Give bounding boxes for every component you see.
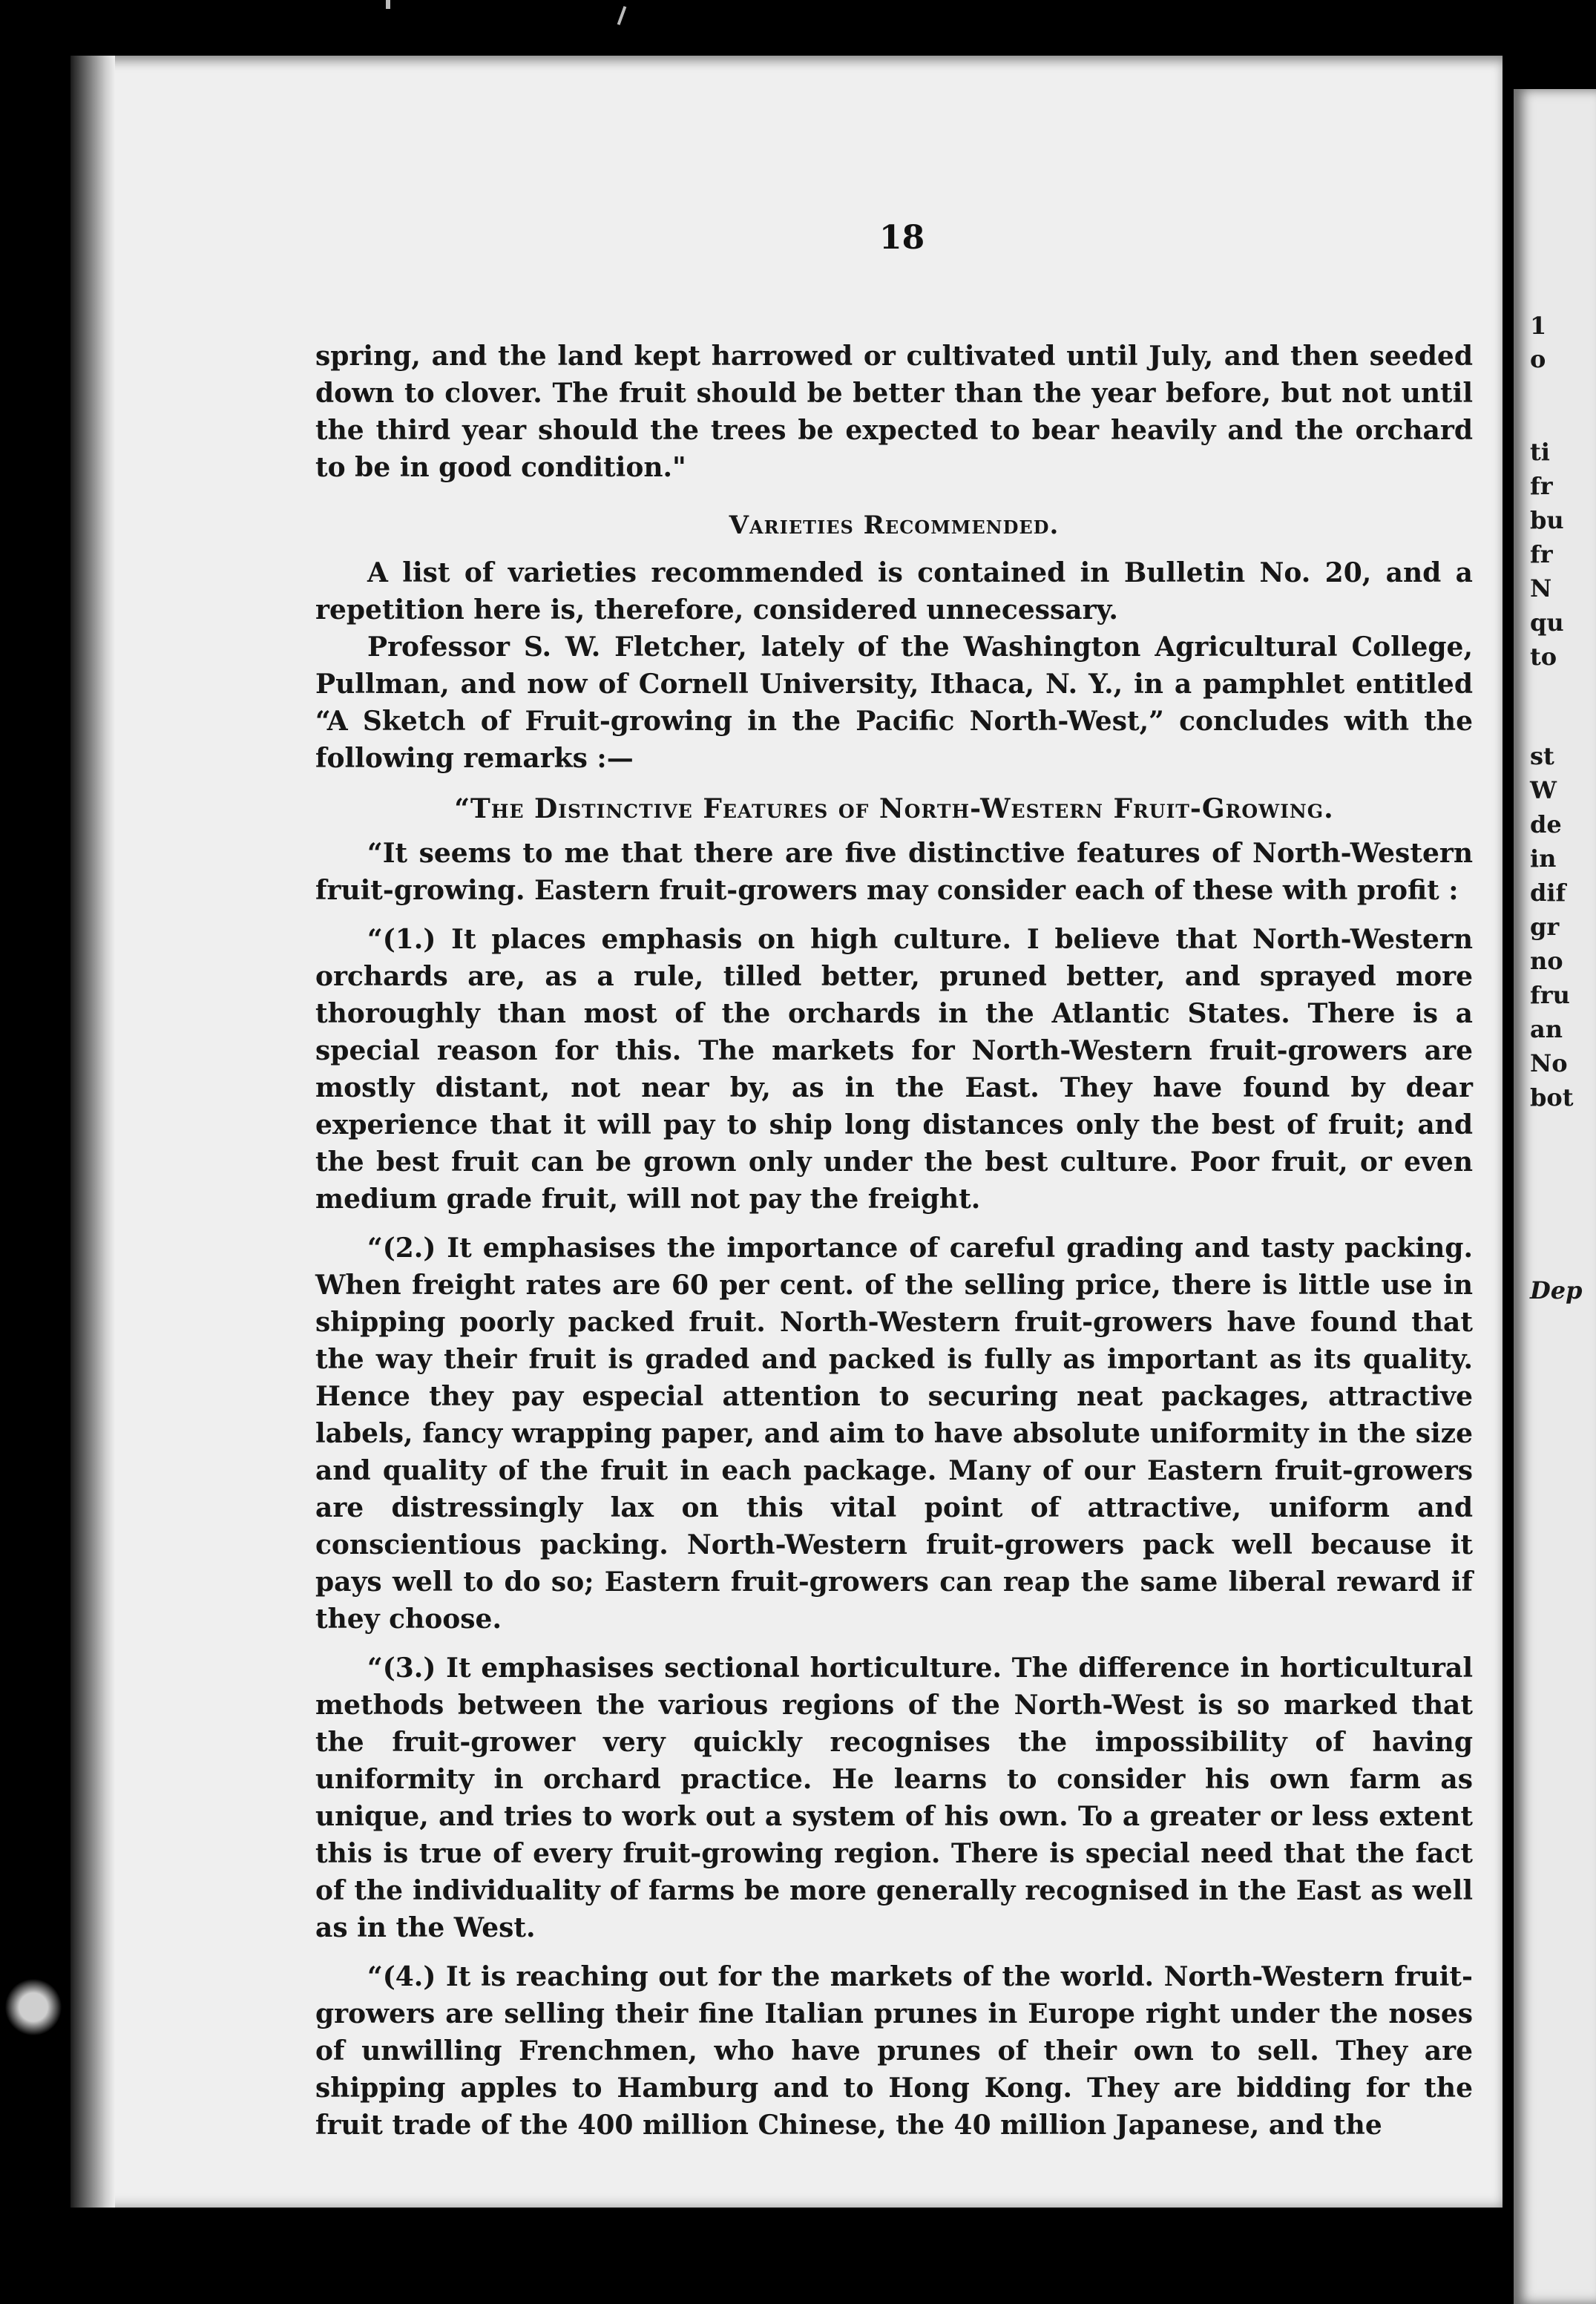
- facing-page-fragment: N: [1530, 574, 1552, 603]
- facing-page-fragment: No: [1530, 1049, 1568, 1077]
- scan-speck: [386, 0, 390, 9]
- paragraph-feature-1: “(1.) It places emphasis on high culture. I believe that North-Western orchards are, as a rule, tilled better, pruned better, and sprayed more thoroughly than most of the orchards in the Atlantic States. There is a special reason for this. The markets for North-Western fruit-growers are mostly distant, not near by, as in the East. They have found by dear experience that it will pay to ship long distances only the best of fruit; and the best fruit can be grown only under the best culture. Poor fruit, or even medium grade fruit, will not pay the freight.: [315, 924, 1473, 1215]
- page-binding-shadow: [70, 56, 115, 2208]
- facing-page-fragment: bot: [1530, 1083, 1574, 1112]
- paragraph-feature-3: “(3.) It emphasises sectional horticulture. The difference in horticultural methods between the various regions of the North-West is so marked that the fruit-grower very quickly recognises the impossibility of having uniformity in orchard practice. He learns to consider his own farm as unique, and tries to work out a system of his own. To a greater or less extent this is true of every fruit-growing region. There is special need that the fact of the individuality of farms be more generally recognised in the East as well as in the West.: [315, 1652, 1473, 1943]
- facing-page-fragment: dif: [1530, 879, 1566, 907]
- facing-page-fragment: de: [1530, 810, 1562, 838]
- paragraph-feature-4: “(4.) It is reaching out for the markets of the world. North-Western fruit-growers are selling their fine Italian prunes in Europe right under the noses of unwilling Frenchmen, who have prunes of their own to sell. They are shipping apples to Hamburg and to Hong Kong. They are bidding for the fruit trade of the 400 million Chinese, the 40 million Japanese, and the: [315, 1961, 1473, 2141]
- facing-page-fragment: 1: [1530, 312, 1547, 340]
- facing-page-fragment: fr: [1530, 540, 1553, 568]
- facing-page-fragment: gr: [1530, 913, 1560, 941]
- facing-page-fragment: Dep: [1530, 1276, 1583, 1304]
- scan-speck: [617, 6, 627, 25]
- facing-page-fragment: an: [1530, 1015, 1563, 1043]
- facing-page-fragment: o: [1530, 345, 1546, 373]
- paragraph-continuation: spring, and the land kept harrowed or cultivated until July, and then seeded down to clover. The fruit should be better than the year before, but not until the third year should the trees be expected to bear heavily and the orchard to be in good condition.": [315, 341, 1473, 483]
- paragraph-feature-2: “(2.) It emphasises the importance of careful grading and tasty packing. When freight rates are 60 per cent. of the selling price, there is little use in shipping poorly packed fruit. North-Western fruit-growers have found that the way their fruit is graded and packed is fully as important as its quality. Hence they pay especial attention to securing neat packages, attractive labels, fancy wrapping paper, and aim to have absolute uniformity in the size and quality of the fruit in each package. Many of our Eastern fruit-growers are distressingly lax on this vital point of attractive, uniform and conscientious packing. North-Western fruit-growers pack well because it pays well to do so; Eastern fruit-growers can reap the same liberal reward if they choose.: [315, 1233, 1473, 1635]
- facing-page-fragment: fru: [1530, 981, 1570, 1009]
- facing-page-fragment: no: [1530, 947, 1563, 975]
- facing-page-edge: [1514, 89, 1596, 2304]
- page-number: 18: [879, 219, 925, 257]
- scan-blemish: [0, 1974, 67, 2041]
- facing-page-fragment: qu: [1530, 608, 1564, 637]
- section-heading-varieties: Varieties Recommended.: [729, 511, 1060, 540]
- facing-page-fragment: st: [1530, 742, 1554, 770]
- paragraph-professor-fletcher: Professor S. W. Fletcher, lately of the Washington Agricultural College, Pullman, and now of Cornell University, Ithaca, N. Y., in a pamphlet entitled “A Sketch of Fruit-growing in the Pacific North-West,” concludes with the following remarks :—: [315, 631, 1473, 774]
- facing-page-fragment: ti: [1530, 438, 1550, 466]
- facing-page-fragment: fr: [1530, 472, 1553, 500]
- facing-page-fragment: W: [1530, 776, 1557, 804]
- paragraph-varieties-list: A list of varieties recommended is contained in Bulletin No. 20, and a repetition here is, therefore, considered unnecessary.: [315, 557, 1473, 626]
- paragraph-features-intro: “It seems to me that there are five distinctive features of North-Western fruit-growing. Eastern fruit-growers may consider each of these with profit :: [315, 838, 1473, 906]
- body-text: [315, 338, 1473, 2144]
- facing-page-fragment: bu: [1530, 506, 1564, 534]
- section-heading-features: “The Distinctive Features of North-Western Fruit-Growing.: [454, 793, 1334, 824]
- facing-page-fragment: to: [1530, 643, 1557, 671]
- facing-page-fragment: in: [1530, 844, 1557, 873]
- book-page: [70, 56, 1503, 2208]
